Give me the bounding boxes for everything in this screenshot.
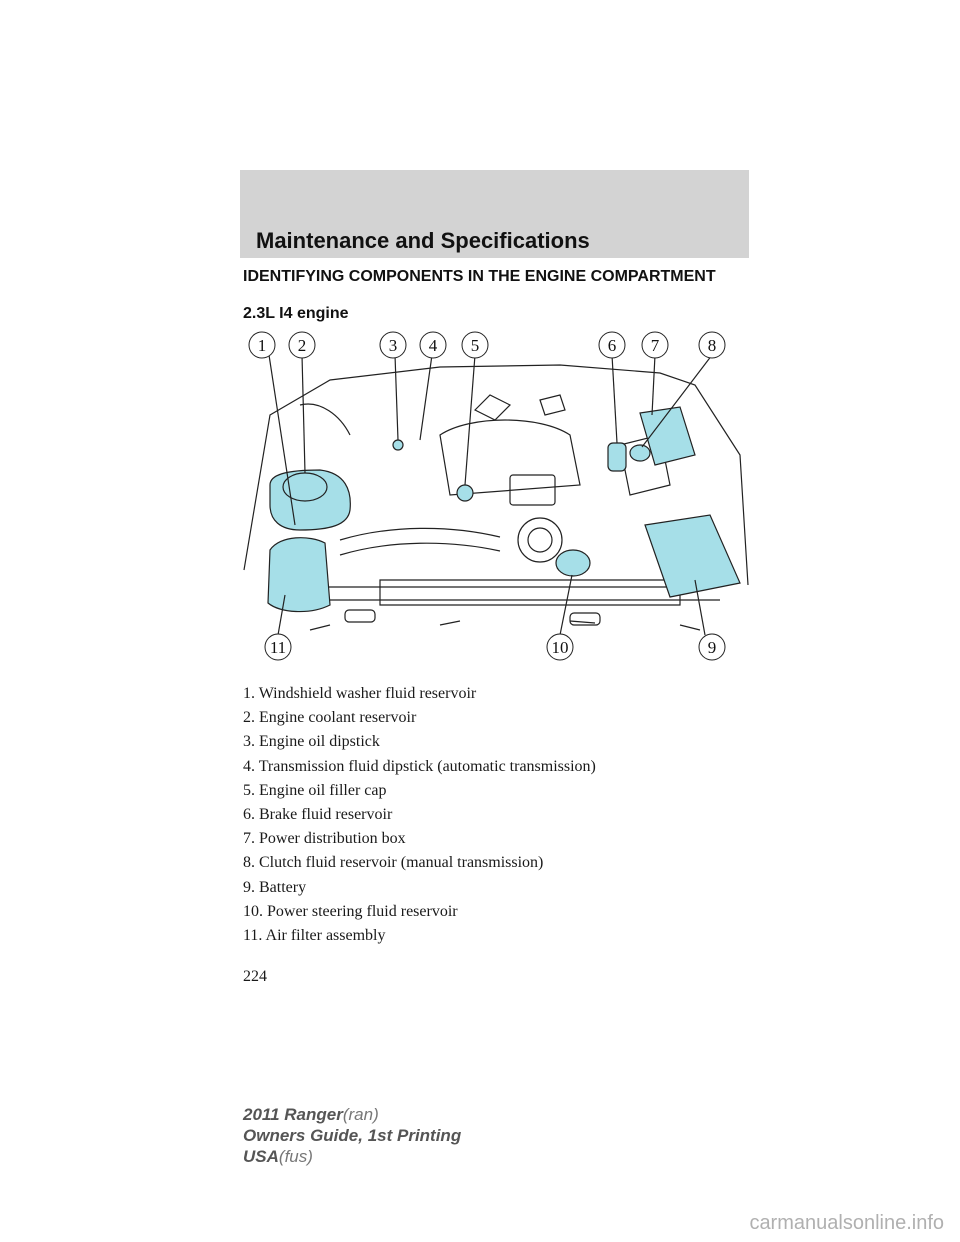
section-title: IDENTIFYING COMPONENTS IN THE ENGINE COMPARTMENT	[243, 268, 716, 285]
highlighted-components	[268, 407, 740, 612]
callout-5	[462, 332, 488, 358]
callout-1	[249, 332, 275, 358]
callout-7	[642, 332, 668, 358]
legend-item: 5. Engine oil filler cap	[243, 781, 387, 799]
legend-item: 10. Power steering fluid reservoir	[243, 902, 458, 920]
svg-text:10: 10	[551, 638, 569, 657]
legend-item: 11. Air filter assembly	[243, 926, 386, 944]
engine-subtitle: 2.3L I4 engine	[243, 305, 349, 322]
callout-4	[420, 332, 446, 358]
callout-11	[265, 634, 291, 660]
legend-item: 7. Power distribution box	[243, 830, 406, 848]
watermark: carmanualsonline.info	[749, 1212, 944, 1234]
svg-text:3: 3	[388, 336, 398, 355]
page-header-title: Maintenance and Specifications	[256, 228, 590, 253]
footer-line-1: 2011 Ranger(ran)	[243, 1105, 379, 1124]
svg-text:6: 6	[607, 336, 617, 355]
svg-text:7: 7	[650, 336, 660, 355]
legend-item: 3. Engine oil dipstick	[243, 733, 380, 751]
legend-item: 4. Transmission fluid dipstick (automatic transmission)	[243, 757, 596, 775]
legend-item: 2. Engine coolant reservoir	[243, 709, 417, 727]
component-legend	[243, 682, 596, 948]
svg-text:4: 4	[428, 336, 438, 355]
callout-10	[547, 634, 573, 660]
callout-6	[599, 332, 625, 358]
footer-line-3: USA(fus)	[243, 1147, 313, 1166]
svg-text:11: 11	[269, 638, 287, 657]
callout-2	[289, 332, 315, 358]
engine-compartment-diagram	[240, 325, 750, 670]
legend-item: 9. Battery	[243, 878, 307, 896]
page-number: 224	[243, 968, 267, 985]
document-footer	[243, 1104, 461, 1167]
callout-9	[699, 634, 725, 660]
legend-item: 6. Brake fluid reservoir	[243, 805, 393, 823]
legend-item: 8. Clutch fluid reservoir (manual transmission)	[243, 854, 544, 872]
footer-line-2: Owners Guide, 1st Printing	[243, 1126, 462, 1145]
svg-text:8: 8	[707, 336, 717, 355]
svg-text:2: 2	[297, 336, 307, 355]
callout-3	[380, 332, 406, 358]
callout-8	[699, 332, 725, 358]
svg-text:1: 1	[257, 336, 267, 355]
svg-text:9: 9	[707, 638, 717, 657]
legend-item: 1. Windshield washer fluid reservoir	[243, 685, 477, 702]
svg-text:5: 5	[470, 336, 480, 355]
